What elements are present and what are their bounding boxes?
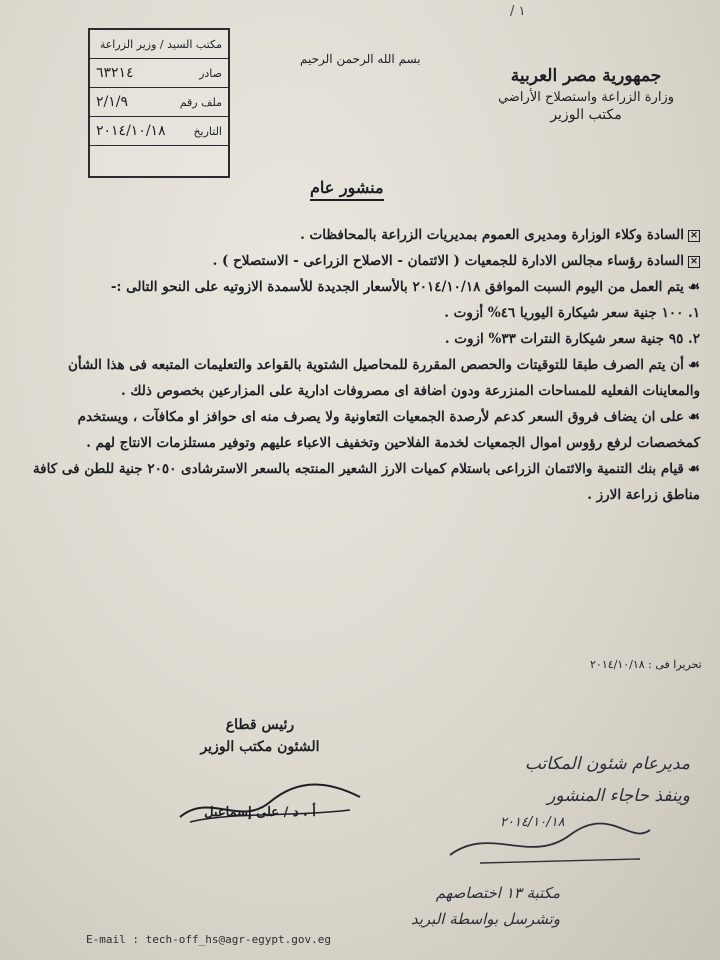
handwritten-directive [440,748,690,812]
body-paragraph: ☙على ان يضاف فروق السعر كدعم لأرصدة الجمعيات التعاونية ولا يصرف منه اى حوافز او مكافآت ، ويستخدم كمخصصات لرفع رؤوس اموال الجمعيات لخدمة الفلاحين وتخفيف الاعباء عليهم وتوفير مستلزمات الانتاج لهم . [77,409,700,451]
signatory-title-2: الشئون مكتب الوزير [200,739,320,755]
stamp-file-row [90,88,228,117]
body-paragraph: ☙أن يتم الصرف طبقا للتوقيتات والحصص المقررة للمحاصيل الشتوية بالقواعد والتعليمات المتبعه فى هذا الشأن والمعاينات الفعليه للمساحات المنزرعة ودون اضافة اى مصروفات ادارية على المزارعين بخصوص ذلك . [67,357,700,399]
document-body [10,222,700,508]
letterhead [498,66,674,123]
stamp-office: مكتب السيد / وزير الزراعة [99,37,222,51]
body-paragraph: ☙يتم العمل من اليوم السبت الموافق ٢٠١٤/١٠/١٨ بالأسعار الجديدة للأسمدة الازوتيه على النحو التالى :- [110,279,700,295]
issue-date: تحريرا فى : ٢٠١٤/١٠/١٨ [590,658,702,671]
stamp-issued-label: صادر [199,66,222,80]
document-title: منشور عام [310,178,384,201]
bullet-icon: ☙ [687,279,700,295]
office-stamp [88,28,230,178]
handwritten-line: مديرعام شئون المكاتب [524,754,690,774]
basmala: بسم الله الرحمن الرحيم [300,52,421,66]
handwritten-line: وتشرسل بواسطة البريد [410,910,560,928]
stamp-date-row [90,117,228,146]
stamp-office-row [90,30,228,59]
letterhead-office: مكتب الوزير [550,107,622,123]
letterhead-country: جمهورية مصر العربية [510,66,662,86]
top-handwritten-note: / ١ [510,4,526,19]
handwritten-date: ٢٠١٤/١٠/١٨ [500,815,565,830]
price-item: ٢. ٩٥ جنية سعر شيكارة النترات ٣٣% ازوت . [444,331,700,347]
stamp-date-label: التاريخ [193,124,222,138]
handwritten-line: مكتبة ١٣ اختصاصهم [435,884,560,902]
body-paragraph: ☙قيام بنك التنمية والائتمان الزراعى باستلام كميات الارز الشعير المنتجه بالسعر الاسترشادى ٢٠٥٠ جنية للطن فى كافة مناطق زراعة الارز . [32,461,700,503]
stamp-file-value: ٢/١/٩ [96,94,128,110]
recipient-line: ✕السادة رؤساء مجالس الادارة للجمعيات ( الائتمان - الاصلاح الزراعى - الاستصلاح ) . [10,248,700,274]
recipient-line: ✕السادة وكلاء الوزارة ومديرى العموم بمديريات الزراعة بالمحافظات . [10,222,700,248]
letterhead-ministry: وزارة الزراعة واستصلاح الأراضي [498,90,674,105]
price-item: ١. ١٠٠ جنية سعر شيكارة اليوريا ٤٦% أزوت . [444,305,700,321]
handwritten-bottom-note [320,880,560,932]
signatory-title-1: رئيس قطاع [225,717,295,733]
stamp-file-label: ملف رقم [179,95,222,109]
signature-scribble [170,772,370,832]
checkbox-icon: ✕ [688,256,700,268]
stamp-date-value: ٢٠١٤/١٠/١٨ [96,123,166,139]
signatory-name: أ . د / على إسماعيل [204,805,316,820]
bullet-icon: ☙ [687,461,700,477]
stamp-issued-value: ٦٣٢١٤ [96,65,134,81]
stamp-issued-row [90,59,228,88]
bullet-icon: ☙ [687,357,700,373]
checkbox-icon: ✕ [688,230,700,242]
bullet-icon: ☙ [687,409,700,425]
stamp-empty-row [90,146,228,175]
handwritten-line: وينفذ حاجاء المنشور [547,786,690,806]
footer-email: E-mail : tech-off_hs@agr-egypt.gov.eg [86,933,332,946]
